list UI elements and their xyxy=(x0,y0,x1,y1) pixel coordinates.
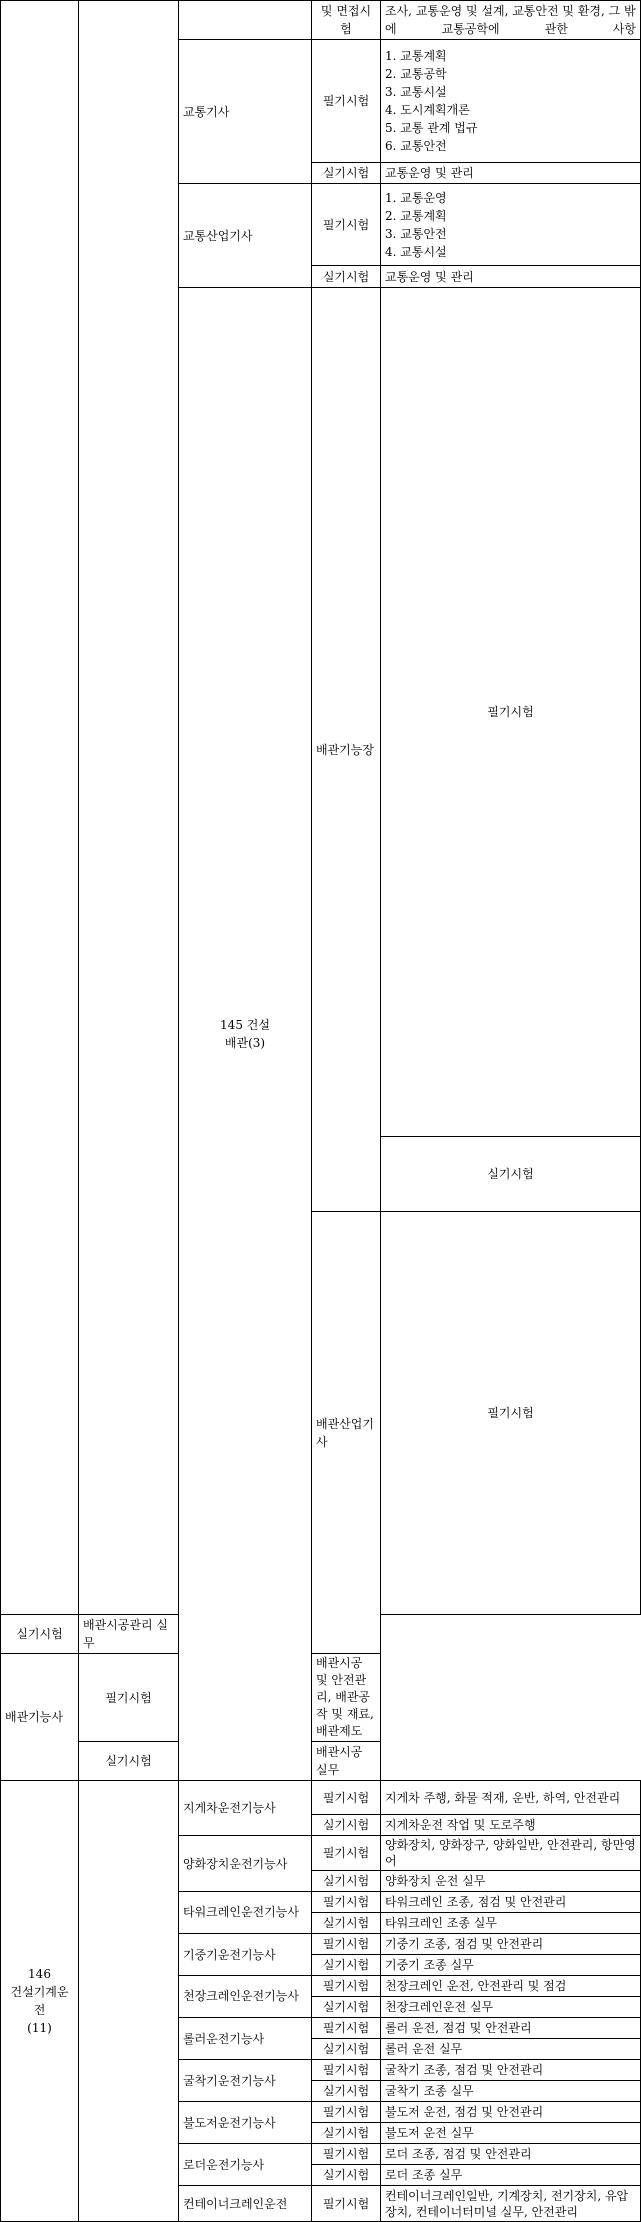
subject-item: 3. 교통시설 xyxy=(385,85,447,99)
exam-type: 필기시험 xyxy=(312,184,381,266)
subject-item: 6. 교통안전 xyxy=(385,139,447,153)
exam-type: 실기시험 xyxy=(312,1815,381,1836)
qualification-name: 배관기능사 xyxy=(1,1654,79,1781)
exam-type: 실기시험 xyxy=(312,266,381,288)
qualification-name: 컨테이너크레인운전 xyxy=(179,2186,312,2222)
exam-type: 실기시험 xyxy=(312,2123,381,2144)
table-row xyxy=(1,1742,641,1781)
exam-type: 실기시험 xyxy=(312,2081,381,2102)
exam-type: 필기시험 xyxy=(312,1892,381,1913)
exam-type: 실기시험 xyxy=(312,2165,381,2186)
exam-subject: 타워크레인 조종 실무 xyxy=(381,1913,641,1934)
exam-type: 필기시험 xyxy=(312,2186,381,2222)
exam-subject: 지게차운전 작업 및 도로주행 xyxy=(381,1815,641,1836)
exam-subject: 배관시공관리 실무 xyxy=(79,1615,179,1654)
qualification-name: 롤러운전기능사 xyxy=(179,2018,312,2060)
exam-subject: 기중기 조종 실무 xyxy=(381,1955,641,1976)
exam-subject: 불도저 운전 실무 xyxy=(381,2123,641,2144)
exam-subject: 로더 조종 실무 xyxy=(381,2165,641,2186)
subject-item: 4. 도시계획개론 xyxy=(385,103,470,117)
table-row xyxy=(1,1781,641,1815)
exam-type: 필기시험 xyxy=(79,1654,179,1742)
subject-item: 2. 교통공학 xyxy=(385,67,447,81)
exam-type: 필기시험 xyxy=(312,2060,381,2081)
exam-subject: 기중기 조종, 점검 및 안전관리 xyxy=(381,1934,641,1955)
exam-subject: 천장크레인 운전, 안전관리 및 점검 xyxy=(381,1976,641,1997)
qualification-name: 교통산업기사 xyxy=(179,184,312,288)
table-row xyxy=(1,1654,641,1742)
exam-subject: 굴착기 조종 실무 xyxy=(381,2081,641,2102)
qualification-name: 지게차운전기능사 xyxy=(179,1781,312,1836)
table-row xyxy=(1,1,641,40)
exam-subject-list xyxy=(381,184,641,266)
exam-subject: 배관시공 및 안전관리, 배관공작 및 재료, 배관제도 xyxy=(312,1654,381,1742)
exam-type: 실기시험 xyxy=(312,163,381,184)
exam-subject: 롤러 운전 실무 xyxy=(381,2039,641,2060)
qualification-name: 배관산업기사 xyxy=(312,1212,381,1654)
exam-type: 실기시험 xyxy=(312,1997,381,2018)
exam-type: 실기시험 xyxy=(381,1137,641,1212)
exam-subject: 로더 조종, 점검 및 안전관리 xyxy=(381,2144,641,2165)
exam-subject: 불도저 운전, 점검 및 안전관리 xyxy=(381,2102,641,2123)
qualification-name: 타워크레인운전기능사 xyxy=(179,1892,312,1934)
exam-type: 실기시험 xyxy=(1,1615,79,1654)
exam-type: 및 면접시험 xyxy=(312,1,381,40)
exam-type: 필기시험 xyxy=(381,1212,641,1615)
field-code-145: 145 건설 배관(3) xyxy=(179,288,312,1781)
qualification-name: 불도저운전기능사 xyxy=(179,2102,312,2144)
exam-subject-list xyxy=(381,40,641,163)
exam-subject: 지게차 주행, 화물 적재, 운반, 하역, 안전관리 xyxy=(381,1781,641,1815)
exam-subject: 타워크레인 조종, 점검 및 안전관리 xyxy=(381,1892,641,1913)
exam-subject: 컨테이너크레인일반, 기계장치, 전기장치, 유압장치, 컨테이너터미널 실무, 안전관리 xyxy=(381,2186,641,2222)
qualification-name: 천장크레인운전기능사 xyxy=(179,1976,312,2018)
exam-subject: 양화장치, 양화장구, 양화일반, 안전관리, 항만영어 xyxy=(381,1836,641,1871)
field-code-146: 146 건설기계운전 (11) xyxy=(1,1781,79,2222)
subject-item: 4. 교통시설 xyxy=(385,244,447,259)
exam-subject: 교통운영 및 관리 xyxy=(381,163,641,184)
category-cell-146 xyxy=(79,1781,179,2222)
exam-type: 필기시험 xyxy=(312,2144,381,2165)
exam-type: 필기시험 xyxy=(312,1976,381,1997)
exam-subject: 교통운영 및 관리 xyxy=(381,266,641,288)
exam-type: 실기시험 xyxy=(312,1955,381,1976)
exam-type: 필기시험 xyxy=(312,1836,381,1871)
subject-item: 1. 교통계획 xyxy=(385,49,447,63)
subject-item: 1. 교통운영 xyxy=(385,190,447,205)
subject-item: 2. 교통계획 xyxy=(385,208,447,223)
exam-type: 실기시험 xyxy=(312,2039,381,2060)
qualification-name: 배관기능장 xyxy=(312,288,381,1212)
exam-type: 필기시험 xyxy=(312,40,381,163)
exam-subject: 천장크레인운전 실무 xyxy=(381,1997,641,2018)
subject-item: 3. 교통안전 xyxy=(385,226,447,241)
category-cell-prev xyxy=(79,1,179,1615)
field-cell-prev xyxy=(1,1,79,1615)
qualification-name: 로더운전기능사 xyxy=(179,2144,312,2186)
exam-type: 실기시험 xyxy=(312,1913,381,1934)
qualification-name: 굴착기운전기능사 xyxy=(179,2060,312,2102)
exam-subject: 조사, 교통운영 및 설계, 교통안전 및 환경, 그 밖에 교통공학에 관한 사항 xyxy=(381,1,641,40)
qualification-name: 양화장치운전기능사 xyxy=(179,1836,312,1892)
exam-subject: 롤러 운전, 점검 및 안전관리 xyxy=(381,2018,641,2039)
exam-type: 필기시험 xyxy=(312,2102,381,2123)
exam-type: 실기시험 xyxy=(312,1871,381,1892)
exam-subject: 양화장치 운전 실무 xyxy=(381,1871,641,1892)
exam-subject: 굴착기 조종, 점검 및 안전관리 xyxy=(381,2060,641,2081)
subject-item: 5. 교통 관계 법규 xyxy=(385,121,478,135)
exam-type: 필기시험 xyxy=(312,2018,381,2039)
exam-type: 필기시험 xyxy=(312,1934,381,1955)
qualification-name: 교통기사 xyxy=(179,40,312,184)
qualification-name: 기중기운전기능사 xyxy=(179,1934,312,1976)
exam-type: 필기시험 xyxy=(381,288,641,1137)
exam-type: 실기시험 xyxy=(79,1742,179,1781)
exam-type: 필기시험 xyxy=(312,1781,381,1815)
qualification-cell-prev xyxy=(179,1,312,40)
exam-subject: 배관시공 실무 xyxy=(312,1742,381,1781)
